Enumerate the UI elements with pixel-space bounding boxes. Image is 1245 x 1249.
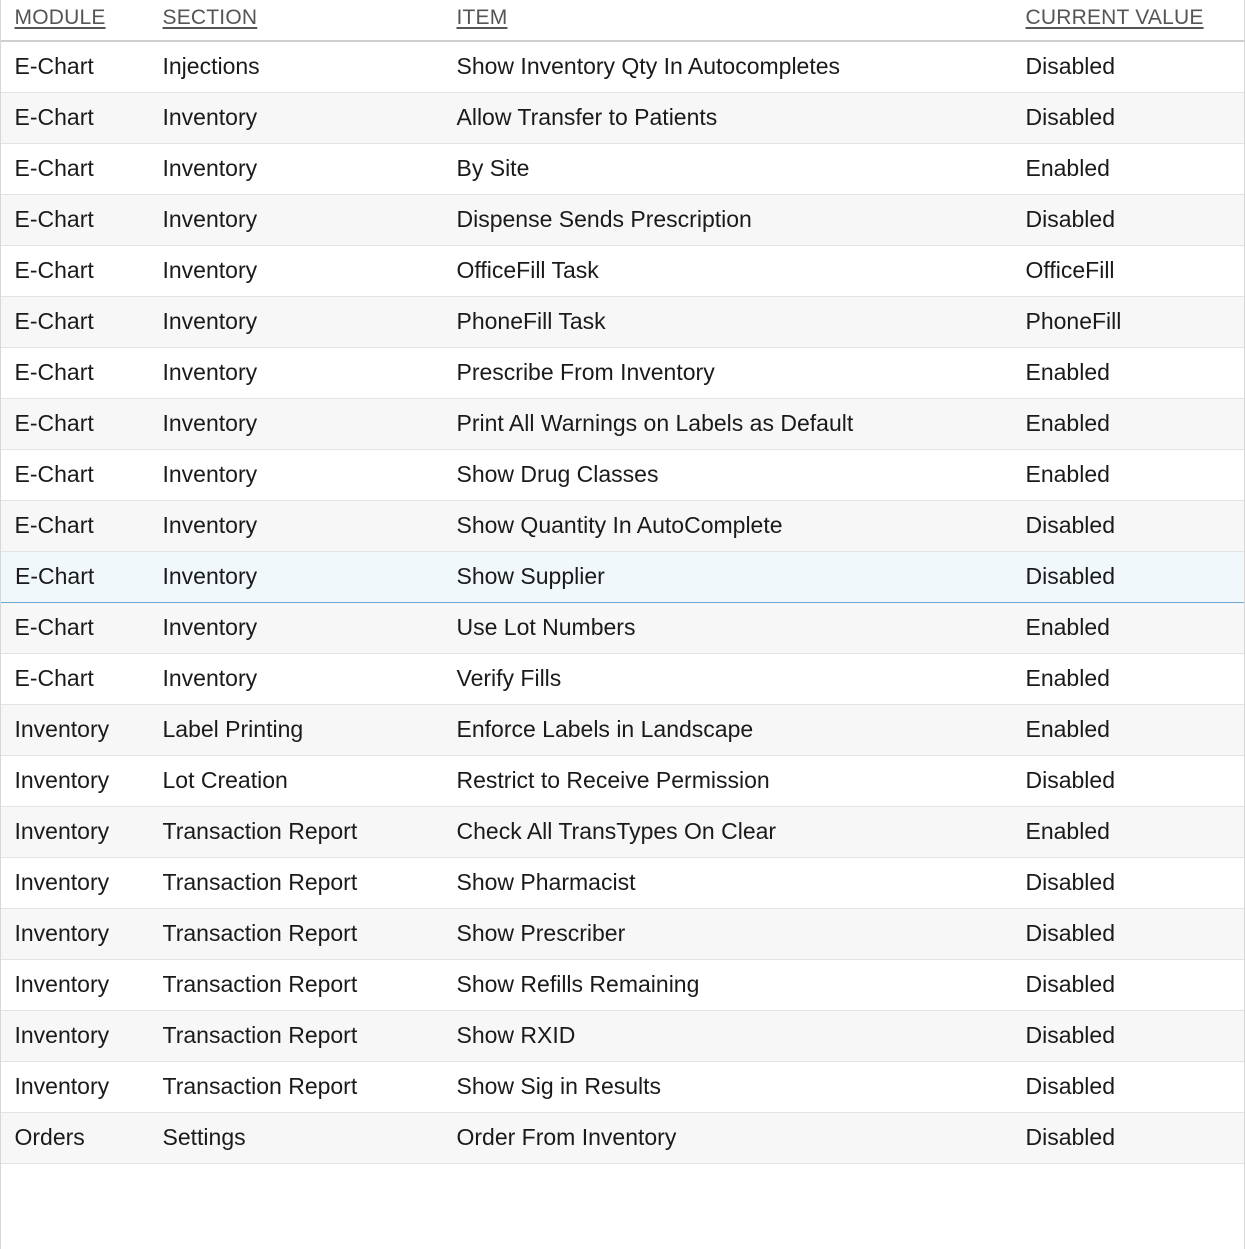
cell-item: Show Quantity In AutoComplete: [454, 501, 1024, 552]
cell-current-value: Disabled: [1024, 858, 1245, 909]
table-row[interactable]: [1, 41, 1245, 93]
column-header-module[interactable]: MODULE: [1, 0, 161, 41]
cell-section: Transaction Report: [161, 960, 454, 1011]
cell-module: E-Chart: [1, 348, 161, 399]
cell-module: E-Chart: [1, 246, 161, 297]
cell-current-value: Disabled: [1024, 756, 1245, 807]
table-row[interactable]: [1, 144, 1245, 195]
cell-section: Injections: [161, 41, 454, 93]
table-row[interactable]: [1, 603, 1245, 654]
cell-current-value: Disabled: [1024, 960, 1245, 1011]
table-row[interactable]: [1, 348, 1245, 399]
cell-section: Inventory: [161, 552, 454, 603]
table-row[interactable]: [1, 297, 1245, 348]
table-row[interactable]: [1, 1113, 1245, 1164]
cell-current-value: Disabled: [1024, 1113, 1245, 1164]
column-header-current-value[interactable]: CURRENT VALUE: [1024, 0, 1245, 41]
cell-module: E-Chart: [1, 41, 161, 93]
table-row[interactable]: [1, 960, 1245, 1011]
cell-item: Order From Inventory: [454, 1113, 1024, 1164]
cell-section: Inventory: [161, 144, 454, 195]
table-row[interactable]: [1, 93, 1245, 144]
cell-section: Transaction Report: [161, 1062, 454, 1113]
cell-item: OfficeFill Task: [454, 246, 1024, 297]
table-row[interactable]: [1, 195, 1245, 246]
cell-section: Inventory: [161, 501, 454, 552]
table-row[interactable]: [1, 1062, 1245, 1113]
cell-current-value: Disabled: [1024, 1011, 1245, 1062]
cell-current-value: Disabled: [1024, 552, 1245, 603]
table-row[interactable]: [1, 807, 1245, 858]
table-row[interactable]: [1, 501, 1245, 552]
cell-current-value: Disabled: [1024, 909, 1245, 960]
cell-section: Inventory: [161, 348, 454, 399]
cell-item: Allow Transfer to Patients: [454, 93, 1024, 144]
cell-section: Inventory: [161, 93, 454, 144]
cell-module: Inventory: [1, 756, 161, 807]
cell-module: E-Chart: [1, 195, 161, 246]
cell-item: PhoneFill Task: [454, 297, 1024, 348]
cell-section: Inventory: [161, 603, 454, 654]
cell-item: Use Lot Numbers: [454, 603, 1024, 654]
cell-section: Transaction Report: [161, 1011, 454, 1062]
cell-item: Enforce Labels in Landscape: [454, 705, 1024, 756]
cell-current-value: Enabled: [1024, 348, 1245, 399]
cell-module: Inventory: [1, 909, 161, 960]
cell-section: Label Printing: [161, 705, 454, 756]
table-header-row: [1, 0, 1245, 41]
cell-section: Inventory: [161, 246, 454, 297]
table-header: [1, 0, 1245, 41]
cell-section: Inventory: [161, 450, 454, 501]
cell-section: Transaction Report: [161, 858, 454, 909]
cell-current-value: Enabled: [1024, 399, 1245, 450]
cell-item: By Site: [454, 144, 1024, 195]
cell-item: Dispense Sends Prescription: [454, 195, 1024, 246]
cell-current-value: Enabled: [1024, 144, 1245, 195]
cell-section: Settings: [161, 1113, 454, 1164]
table-row[interactable]: [1, 654, 1245, 705]
cell-current-value: Disabled: [1024, 195, 1245, 246]
cell-item: Show Inventory Qty In Autocompletes: [454, 41, 1024, 93]
cell-module: E-Chart: [1, 654, 161, 705]
cell-current-value: Enabled: [1024, 654, 1245, 705]
cell-module: Inventory: [1, 1011, 161, 1062]
cell-module: E-Chart: [1, 450, 161, 501]
cell-item: Show Drug Classes: [454, 450, 1024, 501]
cell-current-value: Enabled: [1024, 705, 1245, 756]
cell-item: Show Supplier: [454, 552, 1024, 603]
cell-module: E-Chart: [1, 603, 161, 654]
cell-module: E-Chart: [1, 552, 161, 603]
table-row[interactable]: [1, 399, 1245, 450]
cell-current-value: Enabled: [1024, 603, 1245, 654]
table-row[interactable]: [1, 756, 1245, 807]
cell-item: Check All TransTypes On Clear: [454, 807, 1024, 858]
cell-module: Orders: [1, 1113, 161, 1164]
cell-section: Transaction Report: [161, 909, 454, 960]
cell-current-value: Disabled: [1024, 41, 1245, 93]
cell-section: Transaction Report: [161, 807, 454, 858]
cell-current-value: PhoneFill: [1024, 297, 1245, 348]
cell-module: E-Chart: [1, 501, 161, 552]
cell-item: Show Pharmacist: [454, 858, 1024, 909]
cell-module: E-Chart: [1, 399, 161, 450]
cell-item: Show Refills Remaining: [454, 960, 1024, 1011]
cell-module: Inventory: [1, 960, 161, 1011]
cell-module: E-Chart: [1, 144, 161, 195]
column-header-section[interactable]: SECTION: [161, 0, 454, 41]
cell-current-value: Enabled: [1024, 807, 1245, 858]
cell-section: Inventory: [161, 399, 454, 450]
table-row[interactable]: [1, 450, 1245, 501]
cell-current-value: Disabled: [1024, 1062, 1245, 1113]
cell-item: Show Prescriber: [454, 909, 1024, 960]
table-row[interactable]: [1, 246, 1245, 297]
cell-section: Inventory: [161, 195, 454, 246]
cell-current-value: Disabled: [1024, 93, 1245, 144]
table-row[interactable]: [1, 705, 1245, 756]
column-header-item[interactable]: ITEM: [454, 0, 1024, 41]
cell-module: E-Chart: [1, 297, 161, 348]
cell-module: Inventory: [1, 1062, 161, 1113]
cell-item: Prescribe From Inventory: [454, 348, 1024, 399]
cell-current-value: OfficeFill: [1024, 246, 1245, 297]
cell-item: Print All Warnings on Labels as Default: [454, 399, 1024, 450]
cell-section: Lot Creation: [161, 756, 454, 807]
cell-item: Show RXID: [454, 1011, 1024, 1062]
table-row[interactable]: [1, 858, 1245, 909]
cell-current-value: Disabled: [1024, 501, 1245, 552]
table-row[interactable]: [1, 552, 1245, 603]
cell-item: Show Sig in Results: [454, 1062, 1024, 1113]
table-row[interactable]: [1, 909, 1245, 960]
cell-item: Verify Fills: [454, 654, 1024, 705]
table-row[interactable]: [1, 1011, 1245, 1062]
table-body: [1, 41, 1245, 1164]
cell-module: Inventory: [1, 705, 161, 756]
cell-module: Inventory: [1, 807, 161, 858]
cell-current-value: Enabled: [1024, 450, 1245, 501]
cell-section: Inventory: [161, 297, 454, 348]
cell-item: Restrict to Receive Permission: [454, 756, 1024, 807]
cell-module: Inventory: [1, 858, 161, 909]
cell-module: E-Chart: [1, 93, 161, 144]
cell-section: Inventory: [161, 654, 454, 705]
